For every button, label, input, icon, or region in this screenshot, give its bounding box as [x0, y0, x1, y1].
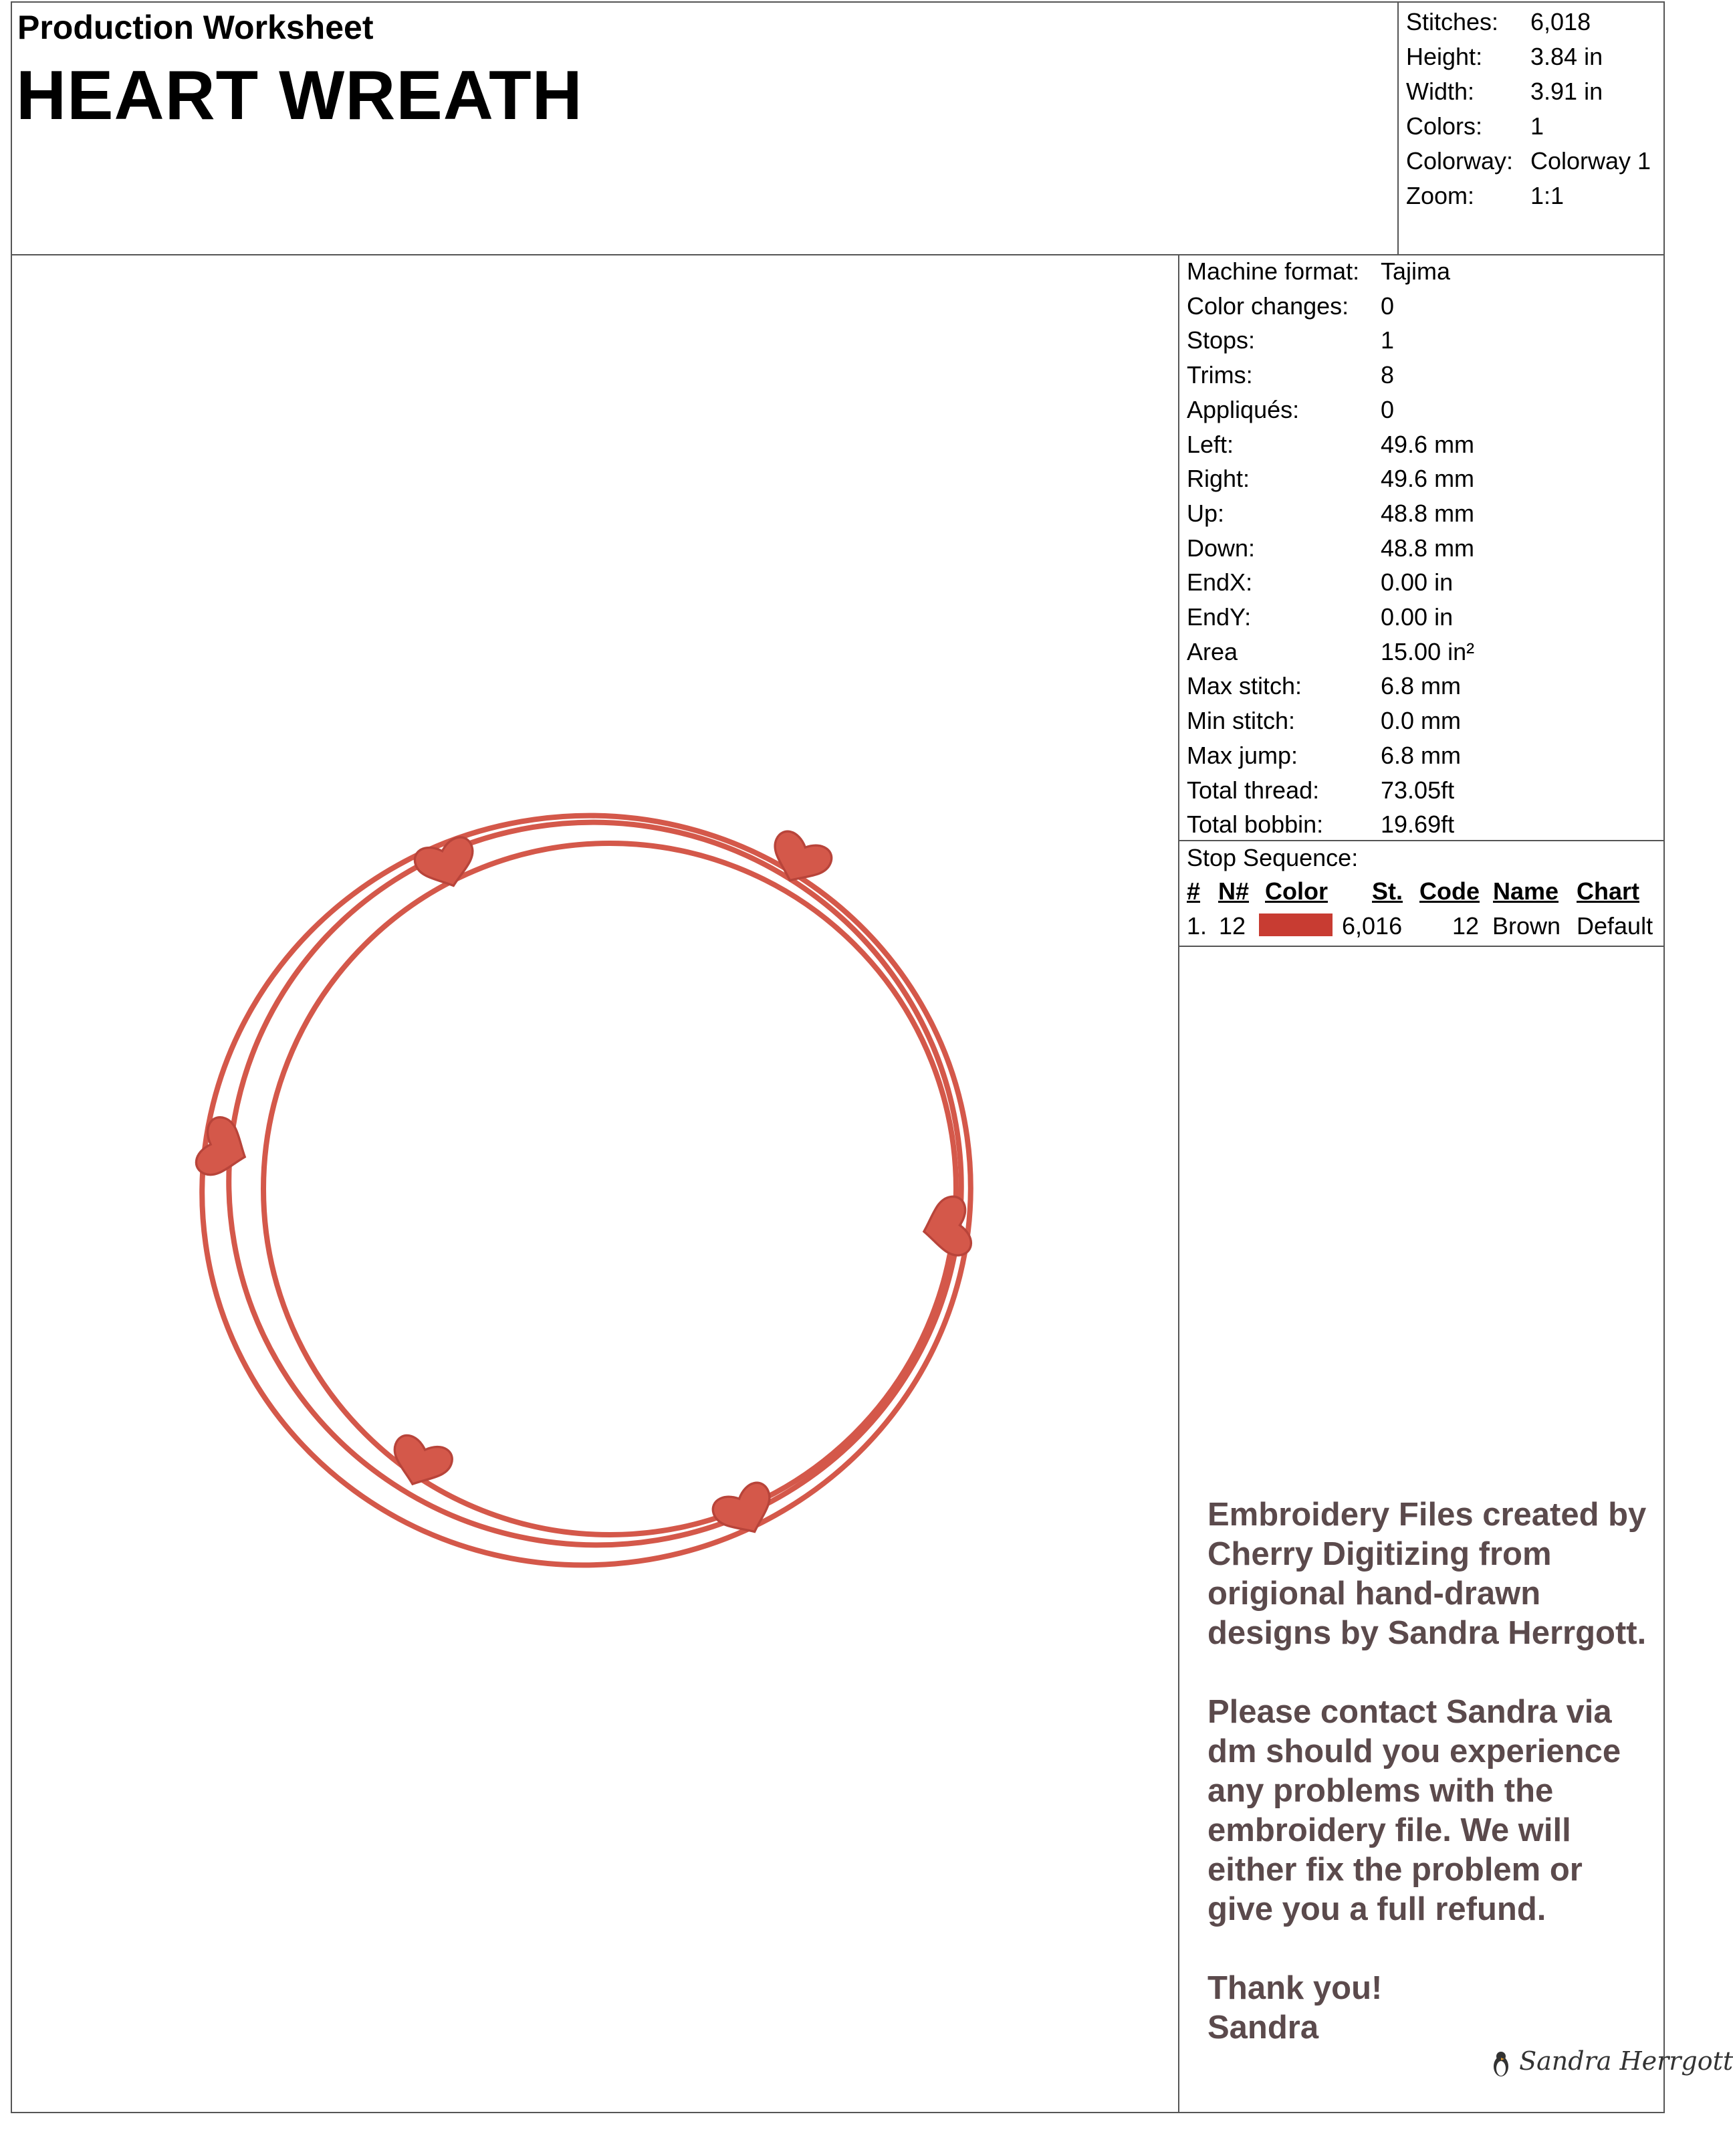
stop-sequence-title: Stop Sequence: [1187, 844, 1359, 871]
machine-label: EndY: [1187, 603, 1252, 631]
machine-value: 73.05ft [1381, 776, 1455, 804]
machine-value: 1 [1381, 326, 1395, 354]
machine-label: Stops: [1187, 326, 1256, 354]
row-num: 1. [1187, 912, 1207, 940]
machine-label: Left: [1187, 430, 1234, 458]
machine-label: Right: [1187, 465, 1250, 493]
stat-label: Zoom: [1406, 182, 1475, 209]
row-name: Brown [1492, 912, 1561, 940]
machine-value: Tajima [1381, 257, 1451, 285]
machine-value: 8 [1381, 361, 1395, 389]
machine-label: Area [1187, 637, 1238, 665]
stat-value: 3.84 in [1530, 43, 1603, 70]
machine-value: 0 [1381, 395, 1395, 423]
col-header-code: Code [1419, 877, 1480, 905]
wreath-ring [162, 754, 1029, 1613]
row-chart: Default [1577, 912, 1653, 940]
col-header-needle: N# [1218, 877, 1250, 905]
machine-label: Min stitch: [1187, 707, 1296, 735]
design-title: HEART WREATH [16, 57, 583, 134]
stat-label: Height: [1406, 43, 1483, 70]
stat-value: 3.91 in [1530, 78, 1603, 105]
machine-value: 0 [1381, 292, 1395, 320]
machine-label: Total thread: [1187, 776, 1320, 804]
machine-label: EndX: [1187, 568, 1253, 597]
credit-paragraph-1: Embroidery Files created by Cherry Digitizing from origional hand-drawn designs by Sandra Herrgott. [1207, 1497, 1647, 1651]
machine-label: Total bobbin: [1187, 811, 1324, 839]
wreath-ring [154, 766, 1020, 1614]
row-needle: 12 [1219, 912, 1246, 940]
machine-label: Appliqués: [1187, 395, 1300, 423]
stat-label: Colors: [1406, 112, 1483, 140]
machine-value: 6.8 mm [1381, 672, 1462, 700]
stat-label: Colorway: [1406, 147, 1514, 175]
machine-value: 0.0 mm [1381, 707, 1462, 735]
machine-value: 0.00 in [1381, 603, 1454, 631]
col-header-color: Color [1265, 877, 1328, 905]
heart-icon [709, 1479, 781, 1544]
signature-text: Sandra Herrgott [1519, 2046, 1733, 2076]
col-header-name: Name [1493, 877, 1559, 905]
col-header-chart: Chart [1577, 877, 1640, 905]
machine-value: 19.69ft [1381, 811, 1455, 839]
machine-label: Color changes: [1187, 292, 1349, 320]
credit-thanks: Thank you! [1207, 1970, 1383, 2006]
col-header-stitches: St. [1372, 877, 1403, 905]
machine-value: 0.00 in [1381, 568, 1454, 597]
machine-value: 49.6 mm [1381, 465, 1475, 493]
machine-label: Trims: [1187, 361, 1253, 389]
row-code: 12 [1452, 912, 1480, 940]
stat-value: 6,018 [1530, 8, 1591, 35]
stat-label: Width: [1406, 78, 1475, 105]
stat-value: 1:1 [1530, 182, 1565, 209]
machine-label: Machine format: [1187, 257, 1360, 285]
machine-value: 49.6 mm [1381, 430, 1475, 458]
stat-label: Stitches: [1406, 8, 1499, 35]
credit-paragraph-2: Please contact Sandra via dm should you experience any problems with the embroidery file. We will either fix the problem or give you a full refund. [1207, 1694, 1621, 1927]
machine-value: 15.00 in² [1381, 637, 1475, 665]
worksheet-subtitle: Production Worksheet [17, 9, 374, 46]
machine-value: 48.8 mm [1381, 499, 1475, 527]
machine-label: Max stitch: [1187, 672, 1302, 700]
machine-value: 48.8 mm [1381, 534, 1475, 562]
machine-label: Max jump: [1187, 741, 1298, 769]
machine-value: 6.8 mm [1381, 741, 1462, 769]
machine-label: Down: [1187, 534, 1256, 562]
stat-value: Colorway 1 [1530, 147, 1651, 175]
heart-icon [919, 1194, 973, 1261]
wreath-ring [263, 843, 956, 1535]
credit-sign: Sandra [1207, 2010, 1319, 2046]
machine-label: Up: [1187, 499, 1225, 527]
col-header-num: # [1187, 877, 1201, 905]
row-stitches: 6,016 [1342, 912, 1403, 940]
stat-value: 1 [1530, 112, 1544, 140]
